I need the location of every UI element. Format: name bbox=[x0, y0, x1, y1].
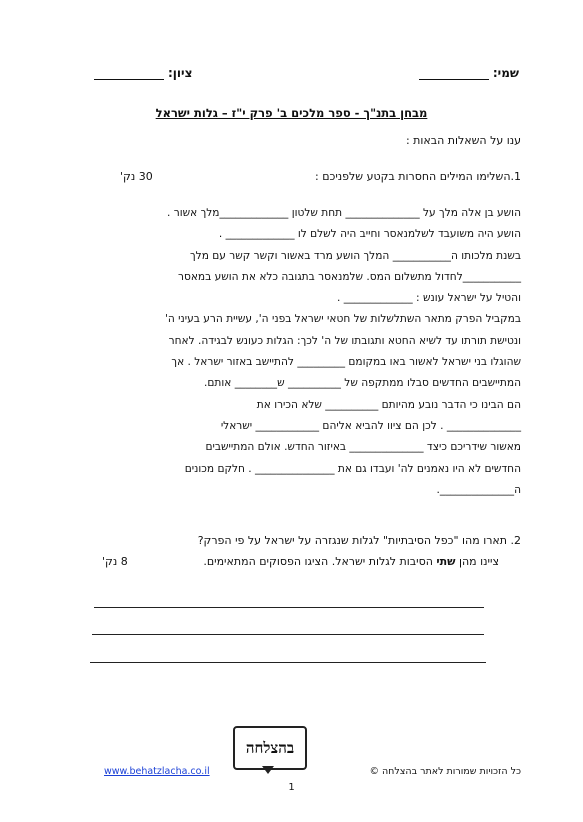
name-label: שמי: bbox=[492, 66, 519, 80]
answer-line[interactable] bbox=[90, 662, 486, 663]
name-blank-line[interactable] bbox=[419, 79, 489, 80]
answer-line[interactable] bbox=[92, 634, 484, 635]
behatzlacha-logo: בהצלחה bbox=[233, 726, 307, 770]
grade-field[interactable] bbox=[94, 66, 192, 80]
fill-in-passage[interactable] bbox=[61, 203, 521, 501]
copyright-notice: כל הזכויות שמורות לאתר בהצלחה © bbox=[369, 766, 521, 777]
instructions: ענו על השאלות הבאות : bbox=[405, 134, 521, 147]
passage-line[interactable]: והטיל על ישראל עונש : _____________ . bbox=[337, 292, 521, 305]
passage-line[interactable]: הושע בן אלה מלך על ______________ תחת שלטון _____________מלך אשור . bbox=[167, 207, 521, 219]
passage-line[interactable]: המתיישבים החדשים סבלו ממתקפה של __________ ש________ אותם. bbox=[204, 377, 521, 390]
passage-line[interactable]: הושע היה משועבד לשלמנאסר וחייב היה לשלם לו _____________ . bbox=[218, 228, 521, 241]
question1-heading: 1.השלימו המילים החסרות בקטע שלפניכם : bbox=[315, 170, 521, 183]
grade-label: ציון: bbox=[168, 66, 193, 80]
passage-line[interactable]: ______________ . לכן הם ציוו להביא אליהם ____________ ישראלי bbox=[220, 419, 521, 432]
passage-line: ונטישת תורתו עד לשיא החטא ותגובתו של ה' לכך: הגלות כעונש לבגידה. לאחר bbox=[168, 334, 521, 347]
question2-subprompt bbox=[203, 555, 499, 568]
passage-line[interactable]: ___________לחדול מתשלום המס. שלמנאסר בתגובה כלא את הושע במאסר bbox=[177, 270, 521, 283]
answer-line[interactable] bbox=[94, 607, 484, 608]
question2-prompt: 2. תארו מהו "כפל הסיבתיות" לגלות שנגזרה על ישראל על פי הפרק? bbox=[197, 534, 521, 547]
grade-blank-line[interactable] bbox=[94, 79, 164, 80]
logo-speech-tail bbox=[262, 766, 274, 774]
passage-line[interactable]: החדשים לא היו נאמנים לה' ועבדו גם את _______________ . חלקם מכונים bbox=[184, 462, 521, 475]
question2-subprompt-start: ציינו מהן bbox=[455, 555, 499, 568]
passage-line[interactable]: שהוגלו בני ישראל לאשור באו במקומם _________ להתיישב באזור ישראל . אך bbox=[171, 356, 521, 369]
passage-line: במקביל הפרק מתאר השתלשלות של חטאי ישראל בפני ה', עשיית הרע בעיני ה' bbox=[164, 313, 521, 326]
question1-points: 30 נק' bbox=[120, 170, 153, 183]
exam-title: מבחן בתנ"ך - ספר מלכים ב' פרק י"ז – גלות ישראל bbox=[155, 106, 428, 120]
question2-subprompt-end: הסיבות לגלות ישראל. הציגו הפסוקים המתאימים. bbox=[203, 555, 437, 568]
passage-line[interactable]: בשנת מלכותו ה___________ המלך הושע מרד באשור וקשר קשר עם מלך bbox=[189, 249, 521, 262]
passage-line[interactable]: הם הבינו כי הדבר נובע מהיותם __________ שלא הכירו את bbox=[256, 398, 521, 411]
student-name-field[interactable] bbox=[419, 66, 519, 80]
passage-line[interactable]: מאשור שידריכם כיצד ______________ באיזור החדש. אולם המתיישבים bbox=[205, 441, 521, 454]
page-number: 1 bbox=[288, 782, 295, 793]
question2-points: 8 נק' bbox=[102, 555, 128, 568]
question2-emphasis: שתי bbox=[436, 555, 456, 568]
site-link[interactable]: www.behatzlacha.co.il bbox=[104, 766, 210, 777]
passage-line[interactable]: ה______________. bbox=[436, 483, 521, 496]
